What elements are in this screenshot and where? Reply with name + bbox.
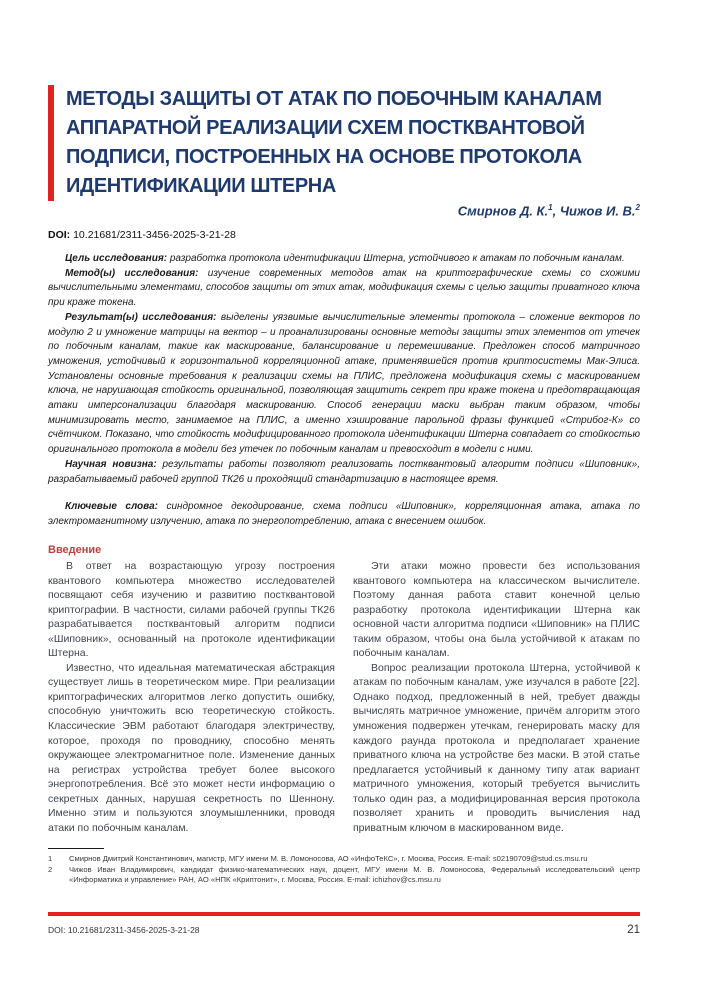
footnote-2	[48, 865, 640, 886]
keywords-paragraph: Ключевые слова: синдромное декодирование, схема подписи «Шиповник», корреляционная атака, атака по электромагнитному излучению, атака по энергопотреблению, атака с внесением ошибок.	[48, 501, 640, 527]
intro-left-paragraph-1: В ответ на возрастающую угрозу построения квантового компьютера множество исследователей посвящают себя изучению и развитию постквантовой криптографии. В частности, силами рабочей группы ТК26 разрабатывается постквантовый алгоритм подписи «Шиповник», основанный на протоколе идентификации Штерна.	[48, 560, 335, 660]
page-number: 21	[627, 924, 640, 936]
abstract-section	[48, 252, 640, 530]
author-1: Смирнов Д. К.	[457, 203, 549, 219]
doi-label: DOI:	[48, 229, 71, 241]
doi-line	[48, 229, 236, 241]
title-line-2: АППАРАТНОЙ РЕАЛИЗАЦИИ СХЕМ ПОСТКВАНТОВОЙ	[66, 117, 585, 139]
footnote-2-number: 2	[48, 864, 53, 874]
abstract-novelty: Научная новизна: результаты работы позволяют реализовать постквантовый алгоритм подписи «Шиповник», разрабатываемый рабочей группой ТК26 и проходящий стандартизацию в настоящее время.	[48, 458, 640, 485]
authors-separator: ,	[552, 203, 560, 219]
footnote-1-number: 1	[48, 854, 53, 863]
footnote-1-text: Смирнов Дмитрий Константинович, магистр, МГУ имени М. В. Ломоносова, АО «ИнфоТеКС», г. Москва, Россия. E-mail: s02190709@stud.cs.msu.ru	[69, 854, 588, 863]
article-page	[48, 0, 640, 1003]
footnote-separator	[48, 848, 104, 849]
abstract-results: Результат(ы) исследования: выделены уязвимые вычислительные элементы протокола – сложение векторов по модулю 2 и умножение матрицы на вектор – и проанализированы основные методы защиты этих элементов от утечек по побочным каналам, такие как маскирование, балансирование и перемешивание. Предложен способ матричного умножения, устойчивый к горизонтальной корреляционной атаке, применявшейся против криптосистемы Мак-Элиса. Установлены основные требования к реализации схемы на ПЛИС, предложена модификация схемы с маскированием ключа, не нарушающая стойкость оригинальной, позволяющая защитить секрет при краже токена и предотвращающая атаки имперсонализации благодаря маскированию. Способ генерации маски выбран таким образом, чтобы минимизировать место, занимаемое на ПЛИС, а именно хэширование парольной фразы функцией «Стрибог-К» со счётчиком. Показано, что стойкость модифицированного протокола идентификации Штерна совпадает со стойкостью оригинального протокола в модели без утечек по побочным каналам и превосходит в модели с ними.	[48, 311, 641, 456]
title-line-3: ПОДПИСИ, ПОСТРОЕННЫХ НА ОСНОВЕ ПРОТОКОЛА	[66, 146, 582, 168]
intro-left-paragraph-2: Известно, что идеальная математическая абстракция существует лишь в теоретическом мире. При реализации криптографических алгоритмов легко допустить ошибку, способную уничтожить всю теоретическую стойкость. Классические ЭВМ работают благодаря электричеству, которое, проходя по проводнику, способно менять окружающее электромагнитное поле. Изменение данных на регистрах устройства требует более высокого энергопотребления. Всё это может нести информацию о секретных данных, нарушая секретность по Шеннону. Именно этим и пользуются злоумышленники, проводя атаки по побочным каналам.	[48, 661, 335, 834]
author-2-affiliation-ref: 2	[635, 203, 640, 212]
footer-red-rule	[48, 912, 640, 916]
author-2: Чижов И. В.	[559, 203, 636, 219]
introduction-heading: Введение	[48, 544, 102, 556]
keywords-label: Ключевые слова:	[65, 501, 158, 513]
abstract-novelty-label: Научная новизна:	[65, 458, 157, 470]
abstract-results-label: Результат(ы) исследования:	[65, 311, 217, 323]
author-1-affiliation-ref: 1	[548, 203, 553, 212]
footnote-1	[48, 854, 640, 865]
authors-line	[48, 203, 640, 218]
doi-value: 10.21681/2311-3456-2025-3-21-28	[73, 229, 236, 241]
intro-right-paragraph-2: Вопрос реализации протокола Штерна, устойчивой к атакам по побочным каналам, уже изучался в работе [22]. Однако подход, предложенный в ней, требует дважды вычислять матричное умножение, причём алгоритм этого умножения подвержен утечкам, генерировать маску для каждого раунда протокола и предполагает хранение приватного ключа на устройстве без маски. В этой статье предлагается устойчивый к данному типу атак вариант матричного умножения, который требуется вычислить только один раз, а модифицированная версия протокола позволяет хранить и проводить вычисления над приватным ключом в маскированном виде.	[353, 661, 640, 834]
title-line-4: ИДЕНТИФИКАЦИИ ШТЕРНА	[66, 175, 336, 197]
footer-row	[48, 924, 640, 936]
page-footer	[48, 912, 640, 936]
footnotes-section	[48, 848, 640, 886]
abstract-methods-label: Метод(ы) исследования:	[65, 267, 199, 279]
footnote-2-text: Чижов Иван Владимирович, кандидат физико-математических наук, доцент, МГУ имени М. В. Ломоносова, Федеральный исследовательский центр «Информатика и управление» РАН, АО «НПК «Криптонит», г. Москва, Россия. E-mail: ichizhov@cs.msu.ru	[69, 864, 640, 885]
two-column-body	[48, 559, 640, 835]
footer-doi: DOI: 10.21681/2311-3456-2025-3-21-28	[48, 925, 200, 935]
intro-left-column	[48, 559, 335, 835]
abstract-methods: Метод(ы) исследования: изучение современных методов атак на криптографические схемы со схожими вычислительными элементами, способов защиты от этих атак, модификация схемы с целью защиты приватного ключа при краже токена.	[48, 267, 640, 309]
article-header	[48, 85, 602, 201]
intro-right-column	[353, 559, 640, 835]
intro-right-paragraph-1: Эти атаки можно провести без использования квантового компьютера на классическом вычислителе. Поэтому данная работа ставит конечной целью разработку протокола идентификации Штерна как основной части алгоритма подписи «Шиповник» на ПЛИС таким образом, чтобы она была устойчивой к атакам по побочным каналам.	[353, 560, 640, 660]
title-line-1: МЕТОДЫ ЗАЩИТЫ ОТ АТАК ПО ПОБОЧНЫМ КАНАЛАМ	[66, 88, 602, 110]
article-title	[66, 85, 602, 201]
abstract-goal-label: Цель исследования:	[65, 253, 168, 264]
title-accent-bar	[48, 85, 54, 201]
abstract-goal: Цель исследования: разработка протокола идентификации Штерна, устойчивого к атакам по побочным каналам.	[65, 253, 625, 264]
introduction-section	[48, 544, 640, 835]
